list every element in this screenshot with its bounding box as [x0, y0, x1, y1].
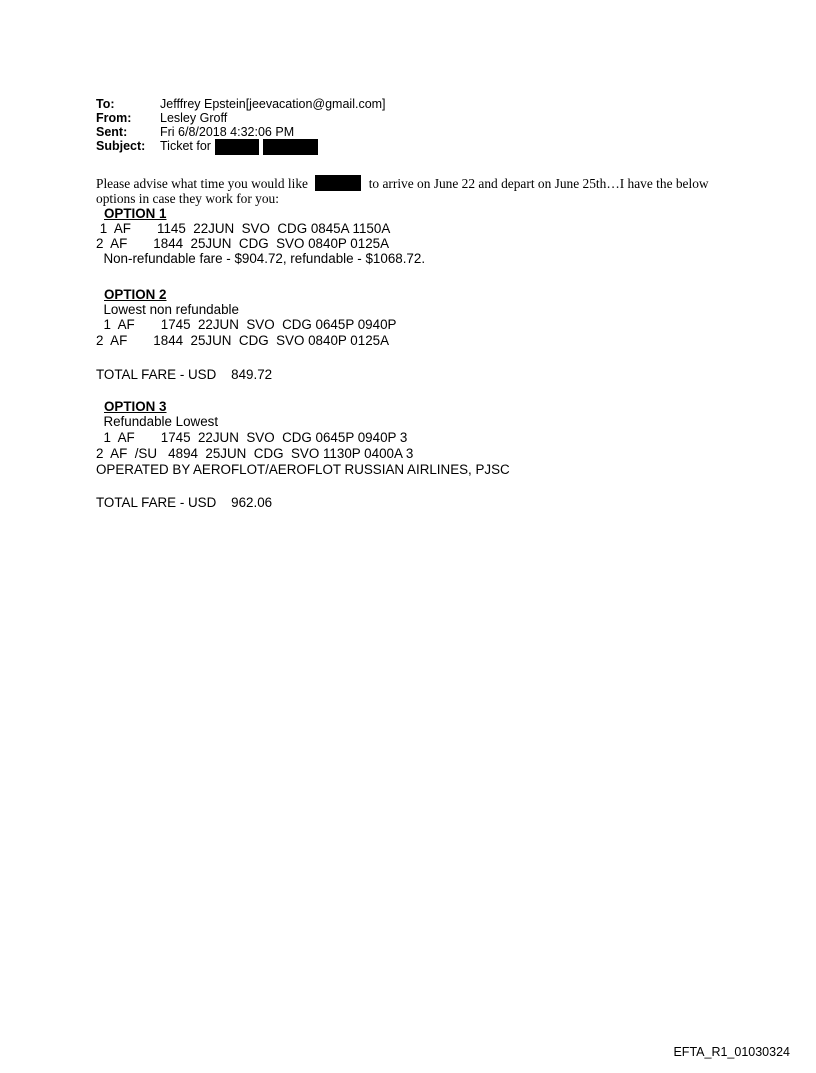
subject-label: Subject: [96, 139, 146, 153]
to-label: To: [96, 97, 115, 111]
option1-fare-note: Non-refundable fare - $904.72, refundable - $1068.72. [96, 251, 426, 266]
option1-flight-line: 1 AF 1145 22JUN SVO CDG 0845A 1150A [96, 221, 391, 236]
intro-paragraph [96, 175, 736, 206]
from-row [96, 111, 386, 125]
email-header [96, 97, 386, 153]
option2-flight-line: 2 AF 1844 25JUN CDG SVO 0840P 0125A [96, 333, 390, 348]
from-label: From: [96, 111, 132, 125]
redaction-box [215, 139, 259, 155]
sent-value: Fri 6/8/2018 4:32:06 PM [160, 125, 295, 139]
option2-flight-line: 1 AF 1745 22JUN SVO CDG 0645P 0940P [96, 317, 397, 332]
option1-title: OPTION 1 [104, 206, 167, 221]
option1-flight-line: 2 AF 1844 25JUN CDG SVO 0840P 0125A [96, 236, 390, 251]
document-id: EFTA_R1_01030324 [673, 1045, 790, 1059]
redaction-box [315, 175, 361, 191]
option2-title: OPTION 2 [104, 287, 167, 302]
subject-value: Ticket for [160, 139, 211, 153]
to-row [96, 97, 386, 111]
to-value: Jefffrey Epstein[jeevacation@gmail.com] [160, 97, 386, 111]
option3-flight-line: 1 AF 1745 22JUN SVO CDG 0645P 0940P 3 [96, 430, 408, 445]
subject-row [96, 139, 386, 153]
option3-operated-by: OPERATED BY AEROFLOT/AEROFLOT RUSSIAN AIRLINES, PJSC [96, 462, 510, 477]
option3-subtitle: Refundable Lowest [96, 414, 219, 429]
option2-subtitle: Lowest non refundable [96, 302, 239, 317]
intro-text-part1: Please advise what time you would like [96, 176, 308, 191]
sent-row [96, 125, 386, 139]
from-value: Lesley Groff [160, 111, 228, 125]
option3-total-fare: TOTAL FARE - USD 962.06 [96, 495, 273, 510]
intro-text-part2: to arrive on June 22 and depart on June 25th…I have the below options in case they work for you: [96, 176, 709, 206]
sent-label: Sent: [96, 125, 128, 139]
option3-flight-line: 2 AF /SU 4894 25JUN CDG SVO 1130P 0400A 3 [96, 446, 414, 461]
option3-title: OPTION 3 [104, 399, 167, 414]
redaction-box [263, 139, 318, 155]
option2-total-fare: TOTAL FARE - USD 849.72 [96, 367, 273, 382]
